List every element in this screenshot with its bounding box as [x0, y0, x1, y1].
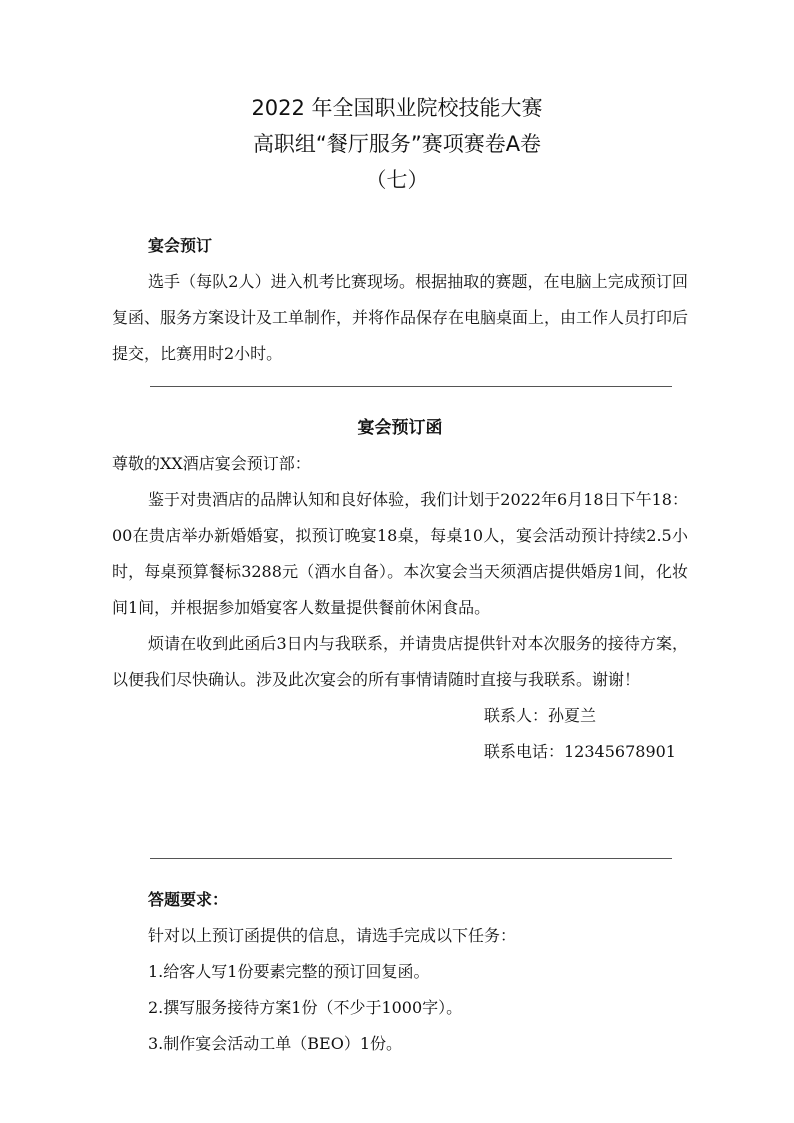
letter-salutation: 尊敬的XX酒店宴会预订部：: [112, 454, 311, 473]
title-line-1: 2022 年全国职业院校技能大赛: [251, 96, 543, 120]
section-heading: 宴会预订: [148, 236, 213, 255]
divider-bottom: [150, 858, 672, 859]
requirements-section: [112, 882, 688, 1062]
section-banquet-booking: [112, 228, 688, 372]
requirements-heading: 答题要求：: [148, 890, 229, 909]
document-title: [0, 90, 794, 198]
letter-title: 宴会预订函: [357, 418, 443, 438]
letter-paragraph-1: 鉴于对贵酒店的品牌认知和良好体验，我们计划于2022年6月18日下午18：00在贵店举办新婚婚宴，拟预订晚宴18桌，每桌10人，宴会活动预计持续2.5小时，每桌预算餐标3288元（酒水自备）。本次宴会当天须酒店提供婚房1间，化妆间1间，并根据参加婚宴客人数量提供餐前休闲食品。: [112, 490, 688, 617]
letter-paragraph-2: 烦请在收到此函后3日内与我联系，并请贵店提供针对本次服务的接待方案，以便我们尽快确认。涉及此次宴会的所有事情请随时直接与我联系。谢谢！: [112, 634, 688, 689]
requirements-intro: 针对以上预订函提供的信息，请选手完成以下任务：: [148, 926, 517, 945]
title-line-2: 高职组“餐厅服务”赛项赛卷A卷: [252, 132, 542, 156]
requirement-item-2: 2.撰写服务接待方案1份（不少于1000字）。: [148, 998, 463, 1017]
section-body: 选手（每队2人）进入机考比赛现场。根据抽取的赛题，在电脑上完成预订回复函、服务方案设计及工单制作，并将作品保存在电脑桌面上，由工作人员打印后提交，比赛用时2小时。: [112, 272, 689, 363]
divider-top: [150, 386, 672, 387]
requirement-item-3: 3.制作宴会活动工单（BEO）1份。: [148, 1034, 403, 1053]
contact-phone: 联系电话：12345678901: [484, 742, 676, 761]
contact-name: 联系人：孙夏兰: [484, 706, 597, 725]
requirement-item-1: 1.给客人写1份要素完整的预订回复函。: [148, 962, 430, 981]
booking-letter: [112, 410, 688, 770]
title-line-3: （七）: [365, 168, 429, 192]
